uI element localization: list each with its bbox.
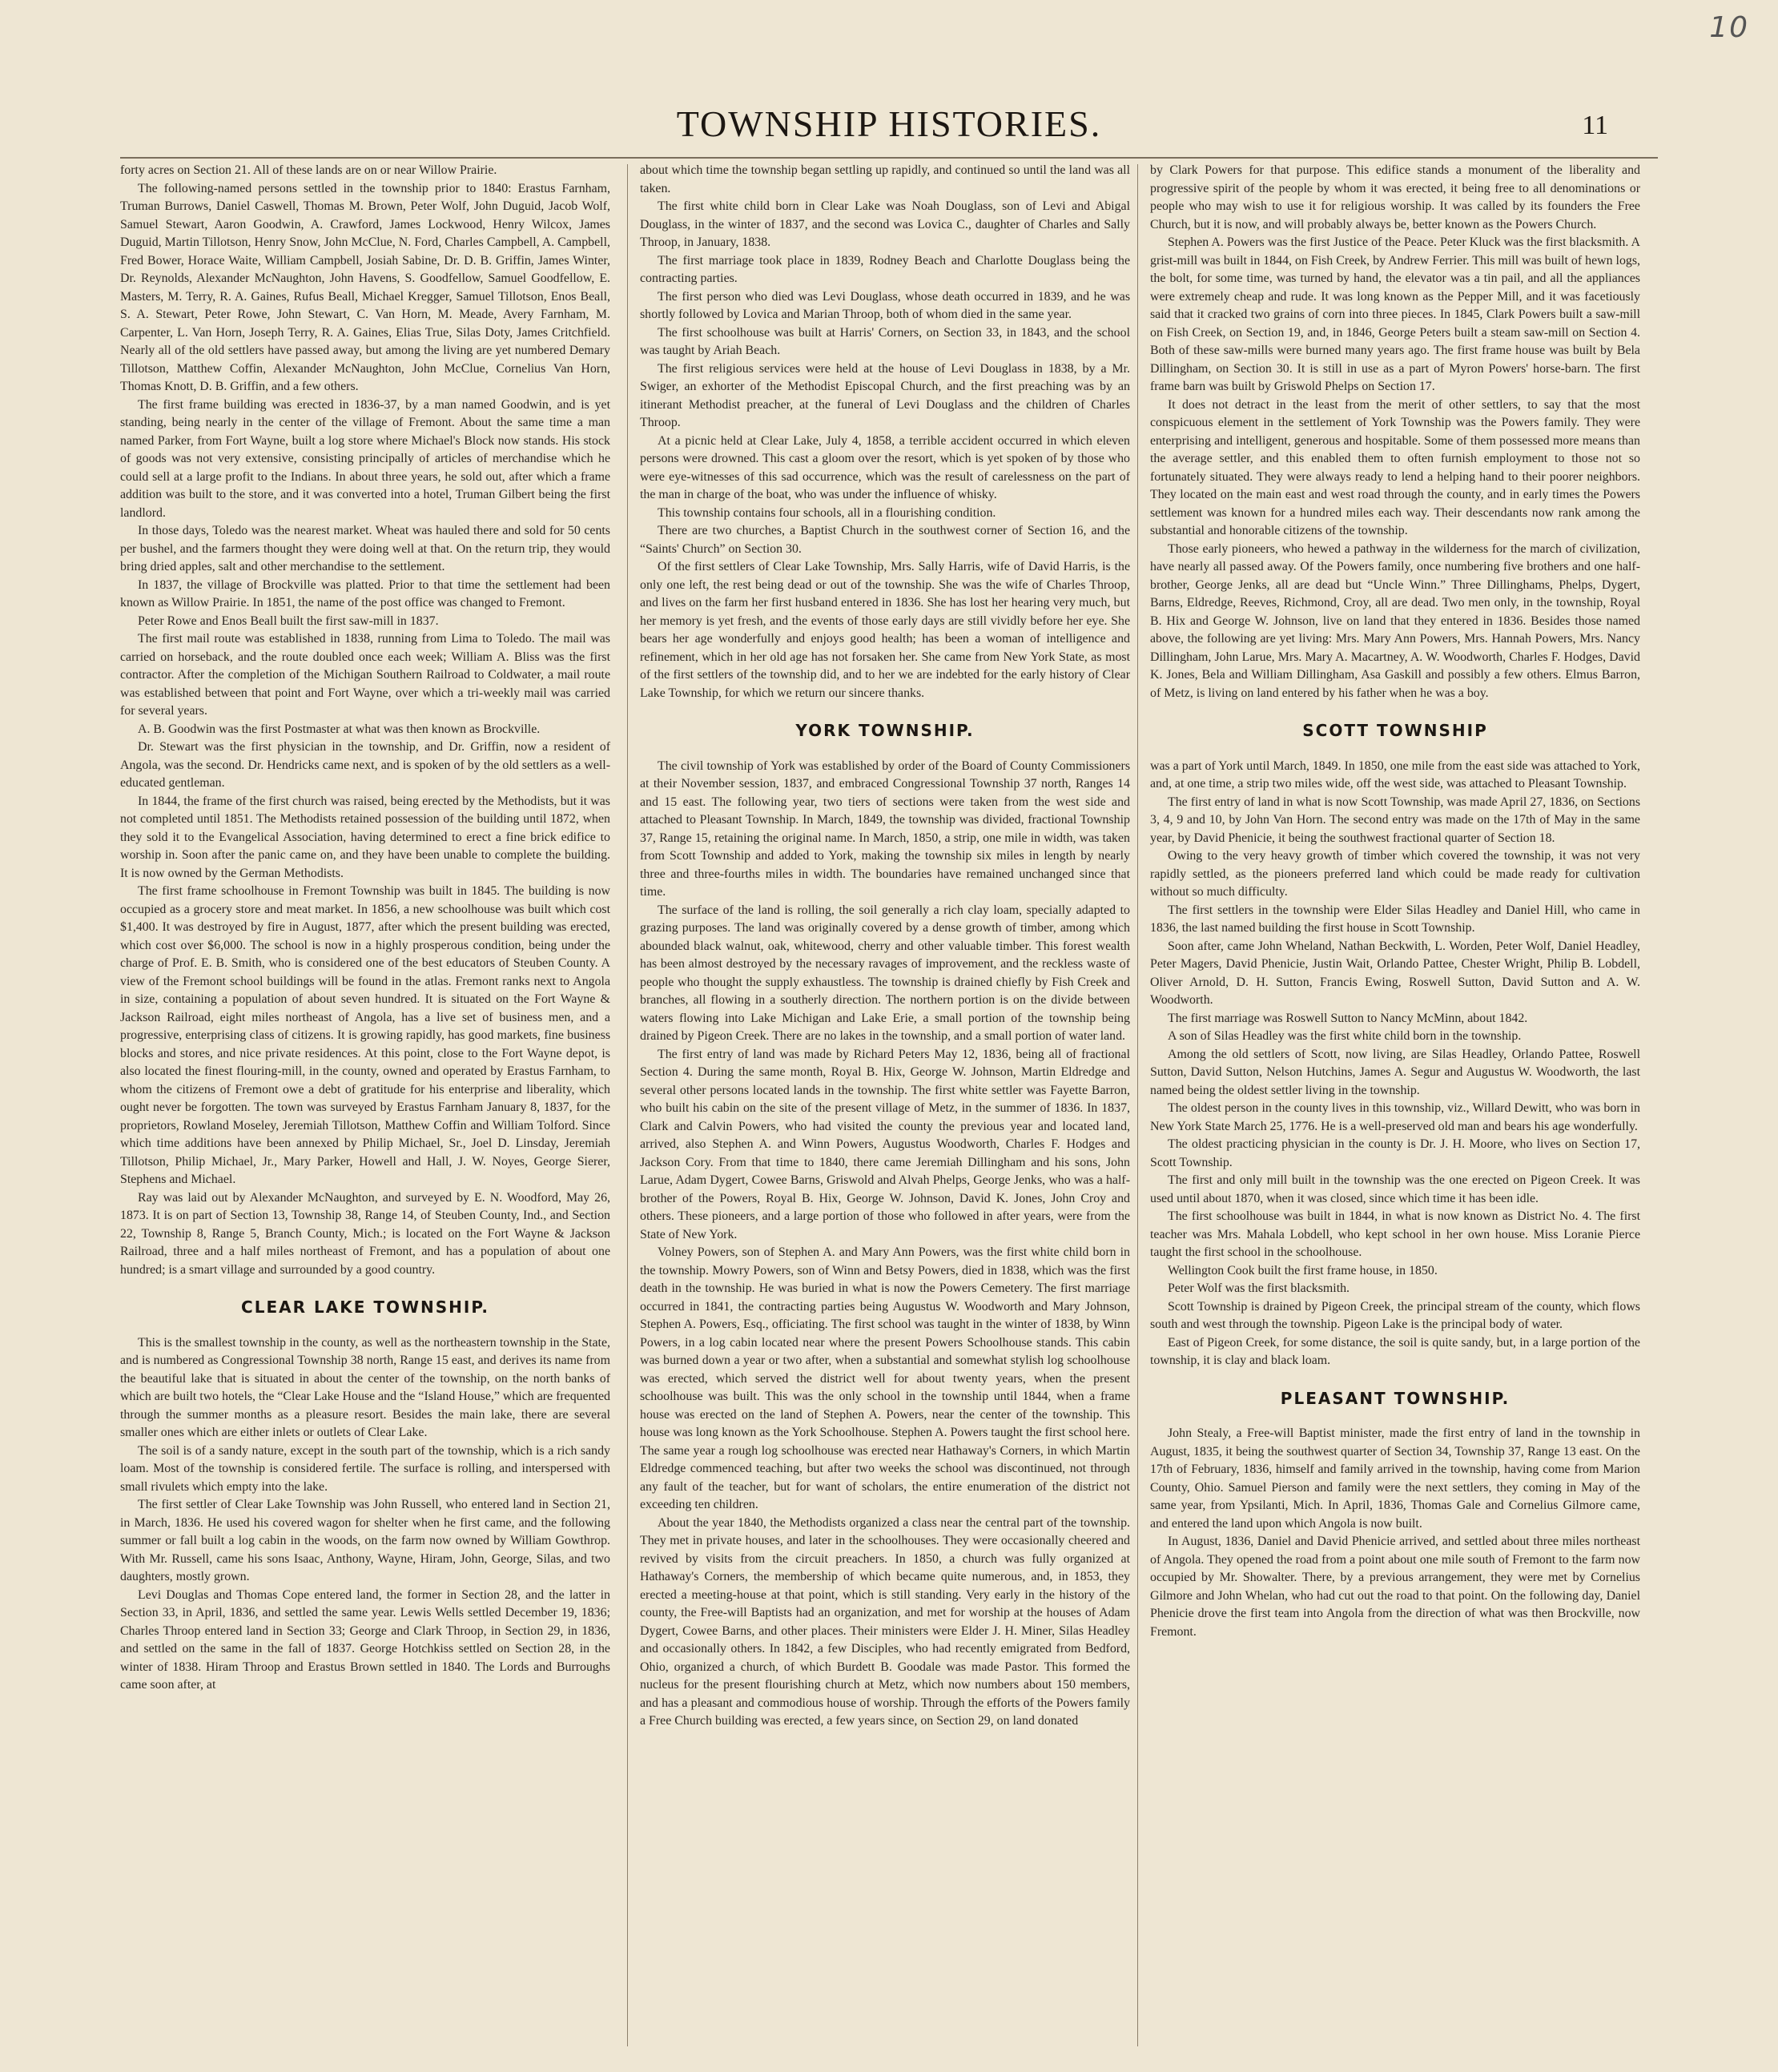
paragraph: John Stealy, a Free-will Baptist minister, made the first entry of land in the township in August, 1835, it being the southwest quarter of Section 34, Township 37, Range 13 east. On the 17th of February, 1836, himself and family arrived in the township, having come from Marion County, Ohio. Samuel Pierson and family were the next settlers, they coming in May of the same year, from Ypsilanti, Mich. In April, 1836, Thomas Gale and Cornelius Gilmore came, and entered the land upon which Angola is now built. xyxy=(1150,1426,1640,1531)
text-column-2 xyxy=(640,162,1130,2036)
paragraph: forty acres on Section 21. All of these lands are on or near Willow Prairie. xyxy=(120,163,497,177)
paragraph: The first person who died was Levi Douglass, whose death occurred in 1839, and he was shortly followed by Lovica and Marian Throop, both of whom died in the same year. xyxy=(640,289,1130,321)
paragraph: The first marriage took place in 1839, Rodney Beach and Charlotte Douglass being the contracting parties. xyxy=(640,253,1130,285)
paragraph: Wellington Cook built the first frame house, in 1850. xyxy=(1168,1263,1438,1277)
paragraph: The civil township of York was established by order of the Board of County Commissioners at their November session, 1837, and embraced Congressional Township 37 north, Ranges 14 and 15 east. The following year, two tiers of sections were taken from the west side and attached to Pleasant Township. In March, 1849, the township was divided, fractional Township 37, Range 15, retaining the original name. In March, 1850, a strip, one mile in width, was taken from Scott Township and added to York, making the township six miles in length by nearly three and three-fourths miles in width. The boundaries have remained unchanged since that time. xyxy=(640,758,1130,899)
page-number: 11 xyxy=(1582,111,1608,140)
paragraph: The first mail route was established in 1838, running from Lima to Toledo. The mail was carried on horseback, and the route doubled once each week; William A. Bliss was the first contractor. After the completion of the Michigan Southern Railroad to Coldwater, a mail route was established between that point and Fort Wayne, over which a tri-weekly mail was carried for several years. xyxy=(120,632,610,718)
paragraph: Peter Rowe and Enos Beall built the first saw-mill in 1837. xyxy=(138,614,439,628)
section-heading: CLEAR LAKE TOWNSHIP. xyxy=(241,1298,489,1317)
paragraph: Scott Township is drained by Pigeon Creek, the principal stream of the county, which flows south and west through the township. Pigeon Lake is the principal body of water. xyxy=(1150,1299,1640,1331)
paragraph: was a part of York until March, 1849. In 1850, one mile from the east side was attached to York, and, at one time, a strip two miles wide, off the west side, was attached to Pleasant Township. xyxy=(1150,758,1640,791)
paragraph: The first and only mill built in the township was the one erected on Pigeon Creek. It was used until about 1870, when it was closed, since which time it has been idle. xyxy=(1150,1173,1640,1205)
paragraph: The first marriage was Roswell Sutton to Nancy McMinn, about 1842. xyxy=(1168,1011,1528,1025)
section-heading: YORK TOWNSHIP. xyxy=(795,721,975,740)
paragraph: The following-named persons settled in the township prior to 1840: Erastus Farnham, Truman Burrows, Daniel Caswell, Thomas M. Brown, Peter Wolf, John Duguid, Jacob Wolf, Samuel Stewart, Aaron Goodwin, A. Crawford, James Lockwood, Henry Wilcox, James Duguid, Martin Tillotson, Henry Snow, John McClue, N. Ford, Charles Campbell, A. Campbell, Fred Bower, Horace Waite, William Campbell, Josiah Sabine, Dr. D. B. Griffin, James Winter, Dr. Reynolds, Alexander McNaughton, John Havens, S. Goodfellow, Samuel Goodfellow, E. Masters, M. Terry, R. A. Gaines, Rufus Beall, Michael Kregger, Samuel Tillotson, Enos Beall, S. A. Stewart, Peter Rowe, John Stewart, C. Van Horn, M. Meade, Avery Farnham, M. Carpenter, L. Van Horn, Joseph Terry, R. A. Gaines, Elias True, Silas Doty, James Critchfield. Nearly all of the old settlers have passed away, but among the living are yet numbered Demary Tillotson, Matthew Coffin, Alexander McNaughton, John McClue, Cornelius Van Horn, Thomas Knott, D. B. Griffin, and a few others. xyxy=(120,181,610,393)
paragraph: In 1837, the village of Brockville was platted. Prior to that time the settlement had been known as Willow Prairie. In 1851, the name of the post office was changed to Fremont. xyxy=(120,577,610,610)
paragraph: A. B. Goodwin was the first Postmaster at what was then known as Brockville. xyxy=(138,722,541,736)
paragraph: There are two churches, a Baptist Church in the southwest corner of Section 16, and the “Saints' Church” on Section 30. xyxy=(640,524,1130,556)
paragraph: The first white child born in Clear Lake was Noah Douglass, son of Levi and Abigal Douglass, in the winter of 1837, and the second was Lovica C., daughter of Charles and Sally Throop, in January, 1838. xyxy=(640,199,1130,249)
paragraph: Levi Douglas and Thomas Cope entered land, the former in Section 28, and the latter in Section 33, in April, 1836, and settled the same year. Lewis Wells settled December 19, 1836; Charles Throop entered land in Section 33; George and Clark Throop, in Section 29, in 1836, and settled on the same in the fall of 1837. George Hotchkiss settled on Section 28, in the winter of 1838. Hiram Throop and Erastus Brown settled in 1840. The Lords and Burroughs came soon after, at xyxy=(120,1587,610,1692)
paragraph: The first religious services were held at the house of Levi Douglass in 1838, by a Mr. Swiger, an exhorter of the Methodist Episcopal Church, and the first preaching was by an itinerant Methodist preacher, at the funeral of Levi Douglass and the children of Charles Throop. xyxy=(640,361,1130,429)
paragraph: It does not detract in the least from the merit of other settlers, to say that the most conspicuous element in the settlement of York Township was the Powers family. They were enterprising and intelligent, generous and hospitable. Some of them possessed more means than the average settler, and this enabled them to often furnish employment to those not so fortunately situated. They were always ready to lend a helping hand to their poorer neighbors. They located on the main east and west road through the county, and in early times the Powers settlement was known for a hundred miles each way. Their descendants now rank among the substantial and honorable citizens of the township. xyxy=(1150,397,1640,537)
paragraph: Stephen A. Powers was the first Justice of the Peace. Peter Kluck was the first blacksmith. A grist-mill was built in 1844, on Fish Creek, by Andrew Ferrier. This mill was built of hewn logs, the bolt, for some time, was turned by hand, the elevator was a tin pail, and all the appliances were extremely cheap and rude. It was long known as the Pepper Mill, and it was facetiously said that it cracked two grains of corn into three pieces. In 1845, Clark Powers built a saw-mill on Fish Creek, on Section 19, and, in 1846, George Peters built a steam saw-mill on Section 4. Both of these saw-mills were burned many years ago. The first frame house was built by Bela Dillingham, on Section 30. It is still in use as a part of Myron Powers' horse-barn. The first frame barn was built by Griswold Phelps on Section 17. xyxy=(1150,235,1640,393)
header-rule xyxy=(120,157,1658,159)
paragraph: At a picnic held at Clear Lake, July 4, 1858, a terrible accident occurred in which eleven persons were drowned. This cast a gloom over the resort, which is yet spoken of by those who were eye-witnesses of this sad occurrence, which was the result of carelessness on the part of the man in charge of the boat, who was under the influence of whisky. xyxy=(640,433,1130,501)
paragraph: A son of Silas Headley was the first white child born in the township. xyxy=(1168,1029,1522,1043)
text-column-1 xyxy=(120,162,610,2036)
paragraph: The first entry of land in what is now Scott Township, was made April 27, 1836, on Sections 3, 4, 9 and 10, by John Van Horn. The second entry was made on the 17th of May in the same year, by David Phenicie, it being the southwest fractional quarter of Section 18. xyxy=(1150,795,1640,845)
paragraph: Among the old settlers of Scott, now living, are Silas Headley, Orlando Pattee, Roswell Sutton, David Sutton, Nelson Hutchins, James A. Segur and Augustus W. Woodworth, the last named being the oldest settler living in the township. xyxy=(1150,1047,1640,1097)
section-heading: PLEASANT TOWNSHIP. xyxy=(1280,1388,1510,1408)
paragraph: The first entry of land was made by Richard Peters May 12, 1836, being all of fractional Section 4. During the same month, Royal B. Hix, George W. Johnson, Martin Eldredge and several other persons located lands in the township. The first white settler was Fayette Barron, who built his cabin on the site of the present village of Metz, in the summer of 1836. In 1837, Clark and Calvin Powers, who had visited the county the previous year and located land, arrived, also Stephen A. and Winn Powers, Augustus Woodworth, Charles F. Hodges and Jackson Cory. From that time to 1840, there came Jeremiah Dillingham and his sons, John Larue, Adam Dygert, Cowee Barns, Griswold and Alvah Phelps, George Jenks, who was a half-brother of the Powers, Royal B. Hix, George W. Johnson, David K. Jones, John Croy and others. These pioneers, and a large portion of those who followed in after years, were from the State of New York. xyxy=(640,1047,1130,1241)
paragraph: The oldest person in the county lives in this township, viz., Willard Dewitt, who was born in New York State March 25, 1776. He is a well-preserved old man and bears his age wonderfully. xyxy=(1150,1101,1640,1133)
paragraph: by Clark Powers for that purpose. This edifice stands a monument of the liberality and progressive spirit of the people by whom it was erected, it being free to all denominations or people who may wish to use it for religious worship. It was called by its founders the Free Church, but it is now, and will probably always be, better known as the Powers Church. xyxy=(1150,163,1640,231)
paragraph: Owing to the very heavy growth of timber which covered the township, it was not very rapidly settled, as the pioneers preferred land which could be made ready for cultivation without so much difficulty. xyxy=(1150,849,1640,899)
paragraph: In those days, Toledo was the nearest market. Wheat was hauled there and sold for 50 cents per bushel, and the farmers thought they were doing well at that. On the return trip, they would bring dried apples, salt and other merchandise to the settlement. xyxy=(120,524,610,573)
handwritten-page-number: 10 xyxy=(1709,11,1749,44)
paragraph: Those early pioneers, who hewed a pathway in the wilderness for the march of civilization, have nearly all passed away. Of the Powers family, once numbering five brothers and one half-brother, George Jenks, all are dead but “Uncle Winn.” Three Dillinghams, Phelps, Dygert, Barns, Eldredge, Reeves, Richmond, Croy, all are dead. Two men only, in the township, Royal B. Hix and George W. Johnson, live on land that they entered in 1836. Besides those named above, the following are yet living: Mrs. Mary Ann Powers, Mrs. Hannah Powers, Mrs. Nancy Dillingham, John Larue, Mrs. Mary A. Macartney, A. W. Woodworth, Charles F. Hodges, David K. Jones, Bela and William Dillingham, Asa Gaskill and possibly a few others. Elmus Barron, of Metz, is living on land entered by his father when he was a boy. xyxy=(1150,541,1640,700)
section-heading: SCOTT TOWNSHIP xyxy=(1302,721,1488,740)
paragraph: about which time the township began settling up rapidly, and continued so until the land was all taken. xyxy=(640,163,1130,195)
paragraph: Peter Wolf was the first blacksmith. xyxy=(1168,1281,1350,1295)
paragraph: About the year 1840, the Methodists organized a class near the central part of the township. They met in private houses, and later in the schoolhouses. They were occasionally cheered and revived by visits from the circuit preachers. In 1850, a church was fully organized at Hathaway's Corners, the membership of which became quite numerous, and, in 1853, they erected a meeting-house at that point, which is still standing. Very early in the history of the county, the Free-will Baptists had an organization, and met for worship at the houses of Adam Dygert, Cowee Barns, and other places. Their ministers were Elder J. H. Miner, Silas Headley and occasionally others. In 1842, a few Disciples, who had recently emigrated from Bedford, Ohio, organized a church, of which Burdett B. Goodale was made Pastor. This formed the nucleus for the present flourishing church at Metz, which now numbers about 150 members, and has a pleasant and commodious house of worship. Through the efforts of the Powers family a Free Church building was erected, a few years since, on Section 29, on land donated xyxy=(640,1515,1130,1728)
paragraph: The first settlers in the township were Elder Silas Headley and Daniel Hill, who came in 1836, the last named building the first house in Scott Township. xyxy=(1150,903,1640,935)
paragraph: In August, 1836, Daniel and David Phenicie arrived, and settled about three miles northeast of Angola. They opened the road from a point about one mile south of Fremont to the farm now occupied by Mr. Showalter. There, by a previous arrangement, they were met by Cornelius Gilmore and John Whelan, who had cut out the road to that point. On the following day, Daniel Phenicie drove the first team into Angola from the direction of what was then Brockville, now Fremont. xyxy=(1150,1535,1640,1639)
text-column-3 xyxy=(1150,162,1640,2036)
paragraph: The oldest practicing physician in the county is Dr. J. H. Moore, who lives on Section 17, Scott Township. xyxy=(1150,1137,1640,1169)
paragraph: Soon after, came John Wheland, Nathan Beckwith, L. Worden, Peter Wolf, Daniel Headley, Peter Magers, David Phenicie, Justin Wait, Orlando Pattee, Chester Wright, Philip B. Lobdell, Oliver Arnold, D. H. Sutton, Francis Ewing, Roswell Sutton, David Sutton and A. W. Woodworth. xyxy=(1150,939,1640,1007)
paragraph: Of the first settlers of Clear Lake Township, Mrs. Sally Harris, wife of David Harris, is the only one left, the rest being dead or out of the township. She was the wife of Charles Throop, and lives on the farm her first husband entered in 1836. She has lost her hearing very much, but her memory is yet fresh, and the events of those early days are still vividly before her eye. She bears her age wonderfully and enjoys good health; has been a woman of intelligence and refinement, which in her old age has not forsaken her. She came from New York State, as most of the first settlers of the township did, and to her we are indebted for the early history of Clear Lake Township, for which we return our sincere thanks. xyxy=(640,560,1130,700)
paragraph: The surface of the land is rolling, the soil generally a rich clay loam, specially adapted to grazing purposes. The land was originally covered by a dense growth of timber, among which abounded black walnut, oak, whitewood, cherry and other valuable timber. This forest wealth has been almost destroyed by the necessary ravages of improvement, and the reckless waste of people who thought the supply exhaustless. The township is drained chiefly by Fish Creek and branches, all flowing in a southerly direction. The northern portion is on the divide between waters flowing into Lake Michigan and Lake Erie, a small portion of the township being drained by Pigeon Creek. There are no lakes in the township, and a small portion of water land. xyxy=(640,903,1130,1043)
paragraph: The first schoolhouse was built at Harris' Corners, on Section 33, in 1843, and the school was taught by Ariah Beach. xyxy=(640,325,1130,357)
paragraph: This is the smallest township in the county, as well as the northeastern township in the State, and is numbered as Congressional Township 38 north, Range 15 east, and derives its name from the beautiful lake that is situated in about the center of the township, on the north banks of which are built two hotels, the “Clear Lake House and the “Island House,” which are frequented through the summer months as a pleasure resort. Besides the main lake, there are several smaller ones which are either inlets or outlets of Clear Lake. xyxy=(120,1335,610,1439)
paragraph: In 1844, the frame of the first church was raised, being erected by the Methodists, but it was not completed until 1851. The Methodists retained possession of the building until 1872, when they sold it to the Evangelical Association, having determined to erect a fine brick edifice to worship in. Soon after the panic came on, and they have been unable to complete the building. It is now owned by the German Methodists. xyxy=(120,794,610,880)
paragraph: Ray was laid out by Alexander McNaughton, and surveyed by E. N. Woodford, May 26, 1873. It is on part of Section 13, Township 38, Range 14, of Steuben County, Ind., and Section 22, Township 8, Range 5, Branch County, Mich.; is located on the Fort Wayne & Jackson Railroad, three and a half miles northeast of Fremont, and has a population of about one hundred; is a smart village and surrounded by a good country. xyxy=(120,1190,610,1277)
column-divider xyxy=(1137,164,1138,2046)
paragraph: Dr. Stewart was the first physician in the township, and Dr. Griffin, now a resident of Angola, was the second. Dr. Hendricks came next, and is spoken of by the old settlers as a well-educated gentleman. xyxy=(120,740,610,790)
paragraph: Volney Powers, son of Stephen A. and Mary Ann Powers, was the first white child born in the township. Mowry Powers, son of Winn and Betsy Powers, died in 1838, which was the first death in the township. He was buried in what is now the Powers Cemetery. The first marriage occurred in 1841, the contracting parties being Augustus W. Woodworth and Mary Johnson, Stephen A. Powers, Esq., officiating. The first school was taught in the winter of 1838, by Winn Powers, in a log cabin located near where the present Powers Schoolhouse stands. This cabin was burned down a year or two after, when a substantial and somewhat stylish log schoolhouse was erected, which served the district well for about twenty years, when the present schoolhouse was built. This was the only school in the township until 1844, when a frame house was erected on the land of Stephen A. Powers, near the center of the township. This house was long known as the York Schoolhouse. Stephen A. Powers taught the first school here. The same year a rough log schoolhouse was erected near Hathaway's Corners, in which Martin Eldredge commenced teaching, but after two weeks the school was discontinued, not through any fault of the teacher, but for want of scholars, the entire enumeration of the district not exceeding ten children. xyxy=(640,1245,1130,1511)
paragraph: East of Pigeon Creek, for some distance, the soil is quite sandy, but, in a large portion of the township, it is clay and black loam. xyxy=(1150,1335,1640,1367)
paragraph: The first frame building was erected in 1836-37, by a man named Goodwin, and is yet standing, being nearly in the center of the village of Fremont. About the same time a man named Parker, from Fort Wayne, built a log store where Michael's Block now stands. His stock of goods was not very extensive, consisting principally of articles of merchandise which he could sell at a large profit to the Indians. In about three years, he sold out, after which a frame addition was built to the store, and it was converted into a hotel, Truman Gilbert being the first landlord. xyxy=(120,397,610,520)
paragraph: The first schoolhouse was built in 1844, in what is now known as District No. 4. The first teacher was Mrs. Mahala Lobdell, who kept school in her own house. Miss Loranie Pierce taught the first school in the schoolhouse. xyxy=(1150,1209,1640,1259)
column-divider xyxy=(627,164,628,2046)
page-title: TOWNSHIP HISTORIES. xyxy=(676,103,1102,144)
paragraph: The first settler of Clear Lake Township was John Russell, who entered land in Section 21, in March, 1836. He used his covered wagon for shelter when he first came, and the following summer or fall built a log cabin in the woods, on the farm now owned by William Gowthrop. With Mr. Russell, came his sons Isaac, Anthony, Wayne, Hiram, John, George, Silas, and two daughters, mostly grown. xyxy=(120,1498,610,1583)
paragraph: The soil is of a sandy nature, except in the south part of the township, which is a rich sandy loam. Most of the township is considered fertile. The surface is rolling, and interspersed with small rivulets which empty into the lake. xyxy=(120,1443,610,1494)
paragraph: The first frame schoolhouse in Fremont Township was built in 1845. The building is now occupied as a grocery store and meat market. In 1856, a new schoolhouse was built which cost $1,400. It was destroyed by fire in August, 1877, after which the present building was erected, which cost over $6,000. The school is now in a highly prosperous condition, being under the charge of Prof. E. B. Smith, who is considered one of the best educators of Steuben County. A view of the Fremont school buildings will be found in the atlas. Fremont ranks next to Angola in size, containing a population of about seven hundred. It is situated on the Fort Wayne & Jackson Railroad, eight miles northeast of Angola, has a live set of business men, and a progressive, enterprising class of citizens. It is growing rapidly, has good markets, fine business blocks and stores, and nice private residences. At this point, close to the Fort Wayne depot, is also located the finest flouring-mill, in the county, owned and operated by Erastus Farnham, to whom the citizens of Fremont owe a debt of gratitude for his enterprise and liberality, which ought never be forgotten. The town was surveyed by Erastus Farnham January 8, 1837, for the proprietors, Rowland Moseley, Jeremiah Tillotson, Matthew Coffin and William Tolford. Since which time additions have been annexed by Philip Michael, Sr., Joel D. Linsday, Jeremiah Tillotson, Philip Michael, Jr., Mary Parker, Howell and Hall, J. W. Noyes, George Sierer, Stephens and Michael. xyxy=(120,884,610,1186)
paragraph: This township contains four schools, all in a flourishing condition. xyxy=(658,505,996,520)
